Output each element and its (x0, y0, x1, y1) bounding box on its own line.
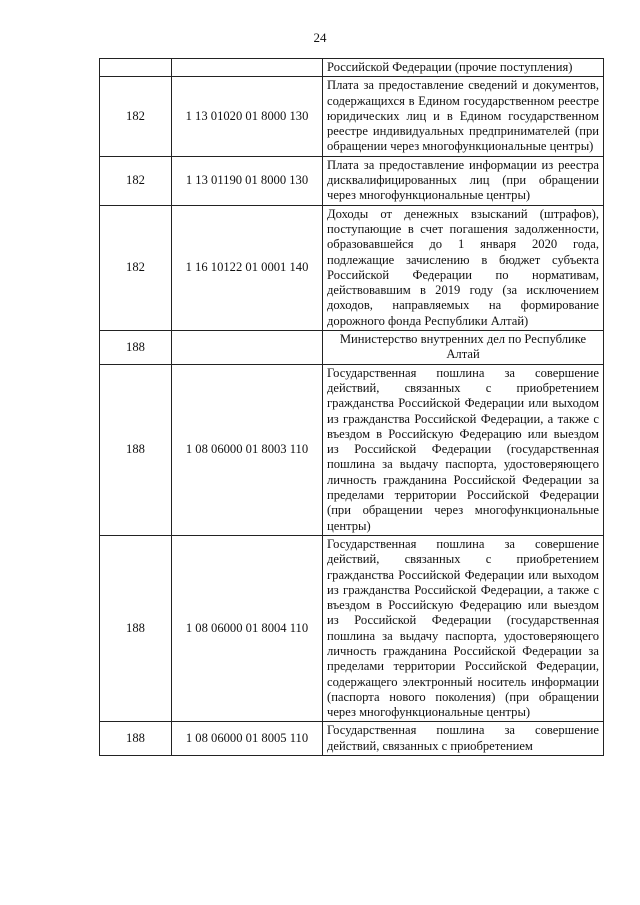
table-row (100, 722, 604, 756)
table-row (100, 156, 604, 205)
admin-code-cell: 182 (100, 77, 172, 156)
admin-code-cell: 182 (100, 156, 172, 205)
revenue-description-cell: Российской Федерации (прочие поступления) (323, 59, 604, 77)
revenue-description-cell: Плата за предоставление сведений и документов, содержащихся в Едином государственном реестре юридических лиц и в Едином государственном реестре индивидуальных предпринимателей (при обращении через многофункциональные центры) (323, 77, 604, 156)
revenue-description-cell: Государственная пошлина за совершение действий, связанных с приобретением (323, 722, 604, 756)
admin-code-cell: 188 (100, 331, 172, 365)
table-body (100, 59, 604, 756)
ministry-name-cell: Министерство внутренних дел по Республике Алтай (323, 331, 604, 365)
table-row (100, 59, 604, 77)
table-row (100, 331, 604, 365)
revenue-description-cell: Государственная пошлина за совершение действий, связанных с приобретением гражданства Российской Федерации или выходом из гражданства Российской Федерации, а также с въездом в Российскую Федерацию или выездом из Российской Федерации (государственная пошлина за выдачу паспорта, удостоверяющего личность гражданина Российской Федерации за пределами территории Российской Федерации, содержащего электронный носитель информации (паспорта нового поколения) (при обращении через многофункциональные центры) (323, 535, 604, 722)
budget-classification-code-cell (172, 59, 323, 77)
budget-classification-code-cell: 1 08 06000 01 8003 110 (172, 364, 323, 535)
page-bottom-margin (0, 842, 640, 905)
table-row (100, 364, 604, 535)
admin-code-cell: 188 (100, 722, 172, 756)
table-row (100, 535, 604, 722)
page-number: 24 (313, 30, 327, 45)
budget-classification-code-cell: 1 13 01190 01 8000 130 (172, 156, 323, 205)
budget-classification-code-cell: 1 08 06000 01 8005 110 (172, 722, 323, 756)
admin-code-cell: 182 (100, 205, 172, 330)
admin-code-cell: 188 (100, 364, 172, 535)
table-row (100, 205, 604, 330)
admin-code-cell (100, 59, 172, 77)
budget-classification-code-cell: 1 08 06000 01 8004 110 (172, 535, 323, 722)
revenue-description-cell: Плата за предоставление информации из реестра дисквалифицированных лиц (при обращении через многофункциональные центры) (323, 156, 604, 205)
revenue-description-cell: Государственная пошлина за совершение действий, связанных с приобретением гражданства Российской Федерации или выходом из гражданства Российской Федерации, а также с въездом в Российскую Федерацию или выездом из Российской Федерации (государственная пошлина за выдачу паспорта, удостоверяющего личность гражданина Российской Федерации за пределами территории Российской Федерации (при обращении через многофункциональные центры) (323, 364, 604, 535)
budget-classification-code-cell: 1 13 01020 01 8000 130 (172, 77, 323, 156)
budget-classification-code-cell (172, 331, 323, 365)
budget-classification-code-cell: 1 16 10122 01 0001 140 (172, 205, 323, 330)
admin-code-cell: 188 (100, 535, 172, 722)
revenue-description-cell: Доходы от денежных взысканий (штрафов), поступающие в счет погашения задолженности, образовавшейся до 1 января 2020 года, подлежащие зачислению в бюджет субъекта Российской Федерации по нормативам, действовавшим в 2019 году (за исключением доходов, направляемых на формирование дорожного фонда Республики Алтай) (323, 205, 604, 330)
table-row (100, 77, 604, 156)
revenue-codes-table (99, 58, 604, 756)
